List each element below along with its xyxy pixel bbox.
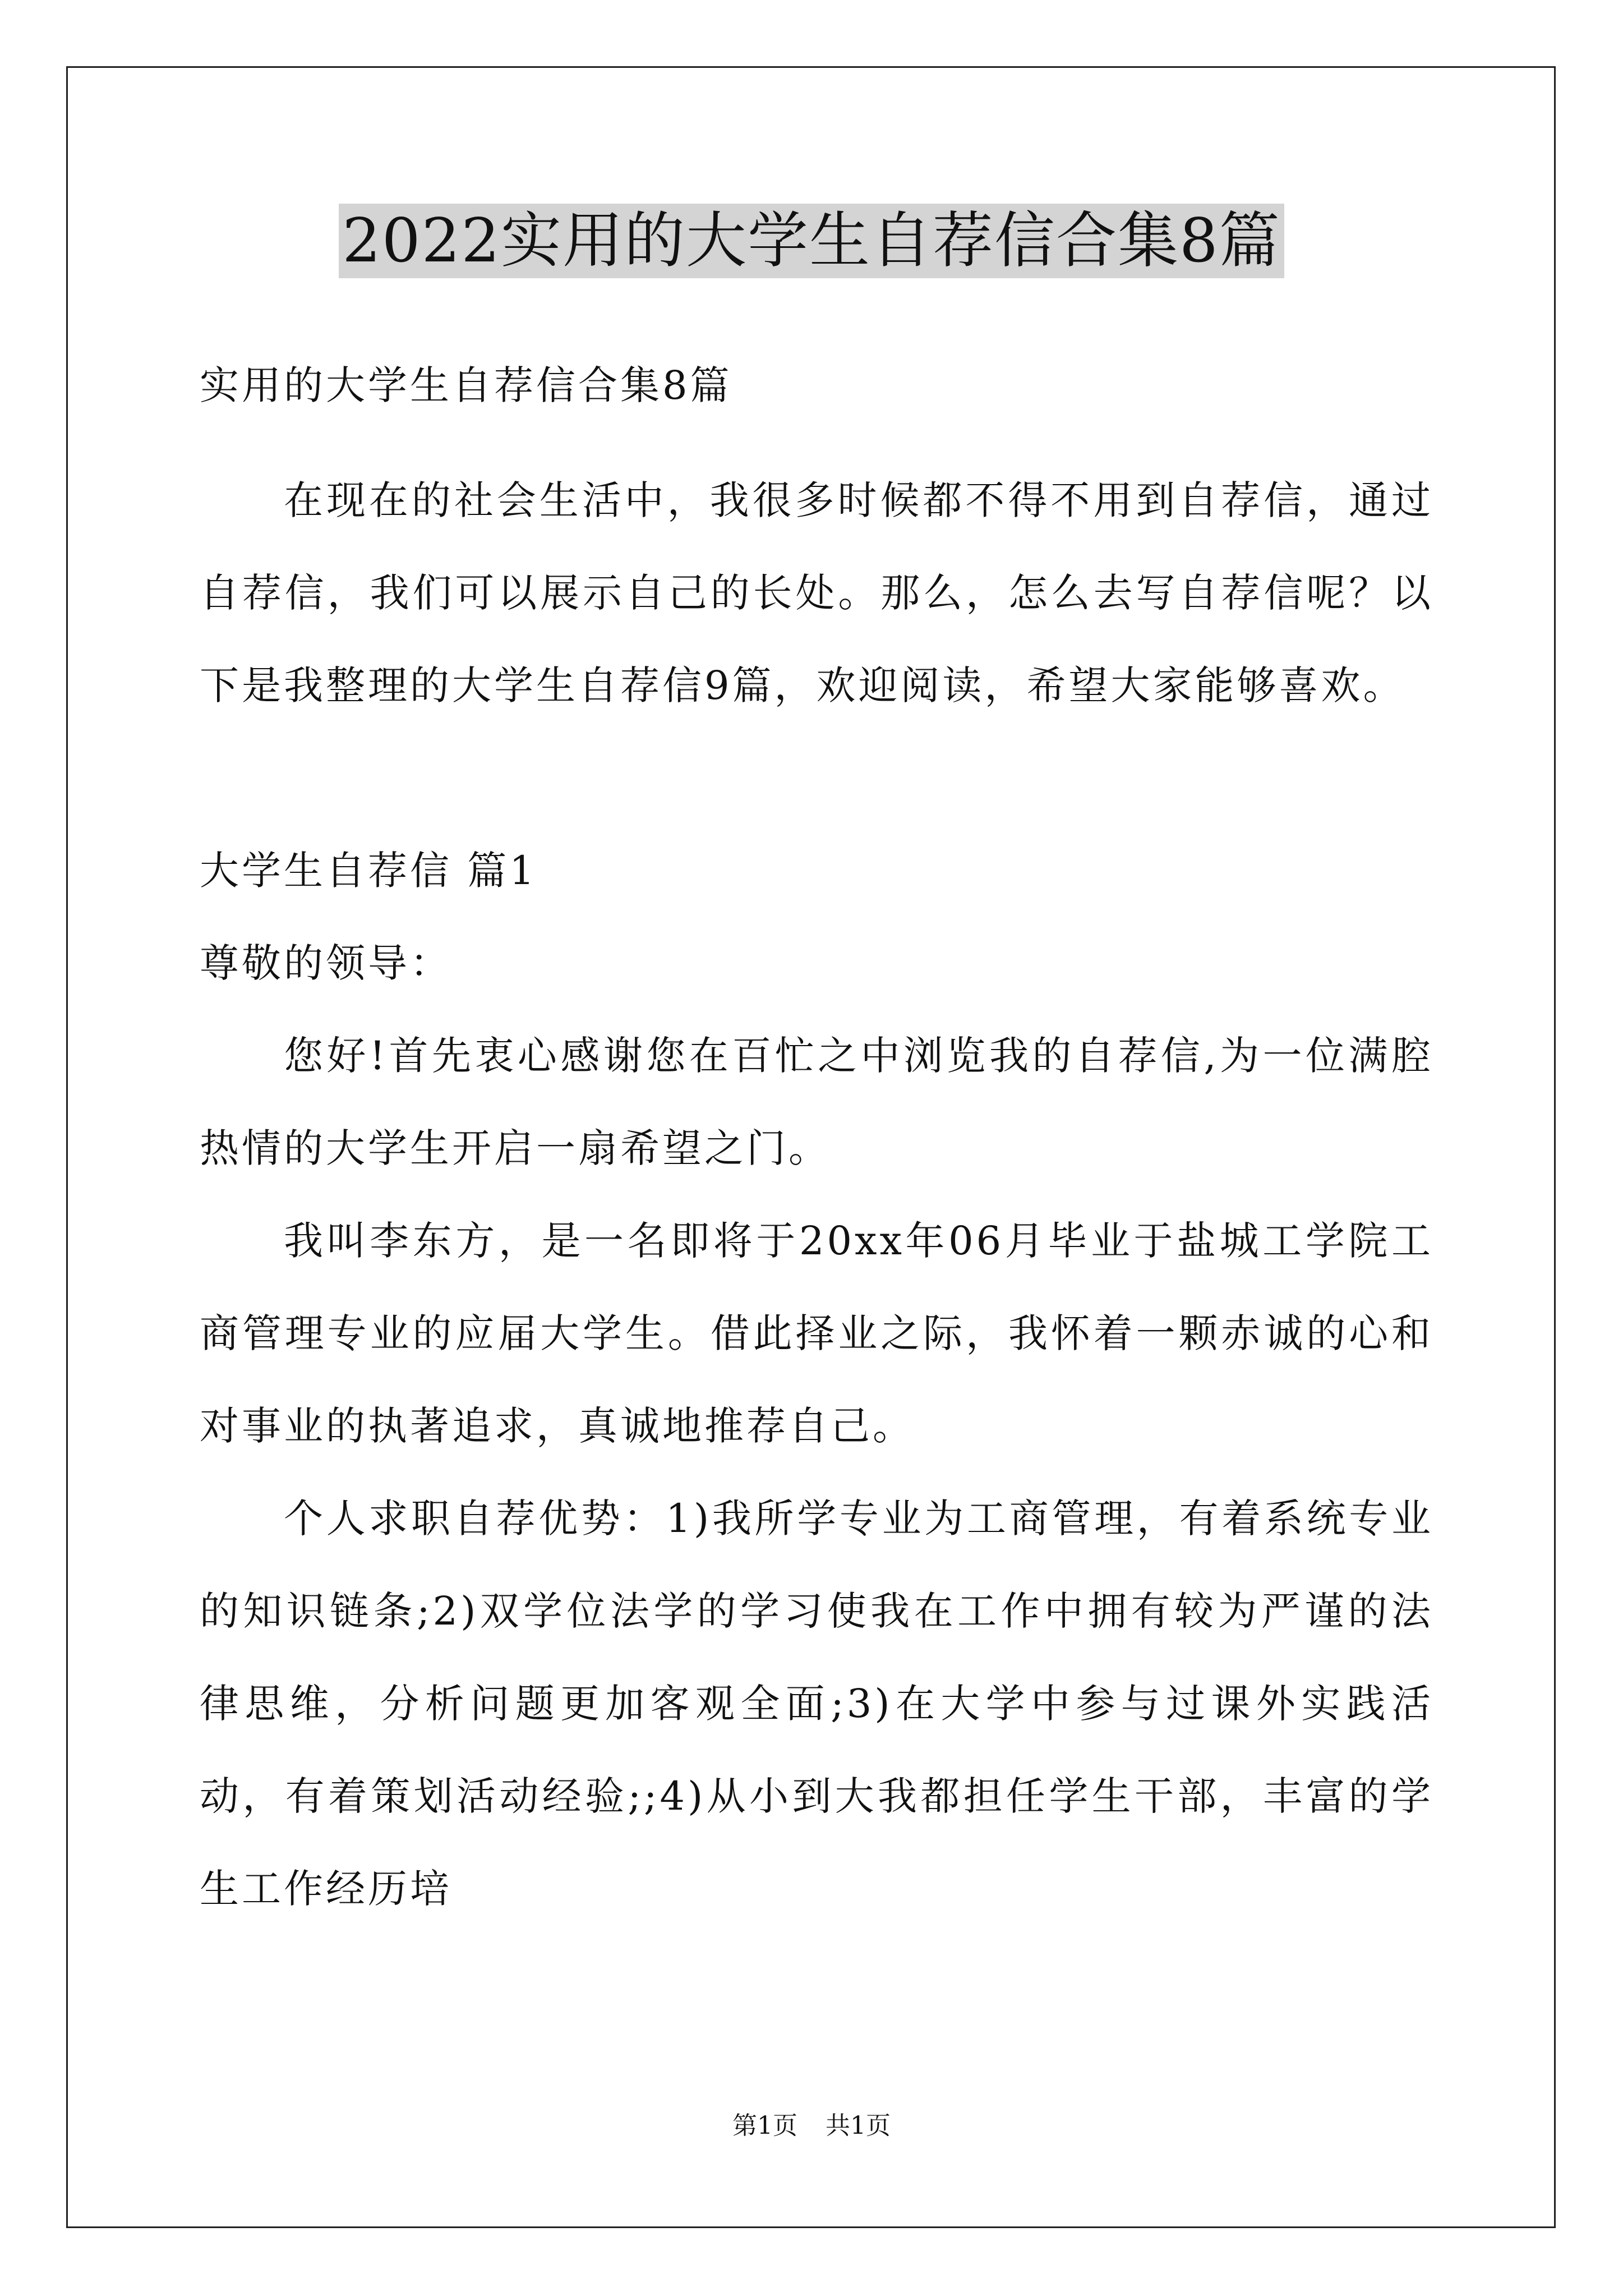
body-paragraph-1: 您好!首先衷心感谢您在百忙之中浏览我的自荐信,为一位满腔热情的大学生开启一扇希望之门。 xyxy=(200,1033,1433,1171)
document-title-text: 2022实用的大学生自荐信合集8篇 xyxy=(339,204,1284,278)
document-title xyxy=(0,202,1623,280)
body-paragraph-3: 个人求职自荐优势：1)我所学专业为工商管理，有着系统专业的知识链条;2)双学位法学的学习使我在工作中拥有较为严谨的法律思维，分析问题更加客观全面;3)在大学中参与过课外实践活动，有着策划活动经验;;4)从小到大我都担任学生干部，丰富的学生工作经历培 xyxy=(200,1496,1433,1912)
intro-paragraph: 在现在的社会生活中，我很多时候都不得不用到自荐信，通过自荐信，我们可以展示自己的长处。那么，怎么去写自荐信呢？以下是我整理的大学生自荐信9篇，欢迎阅读，希望大家能够喜欢。 xyxy=(200,477,1433,708)
section-heading: 大学生自荐信 篇1 xyxy=(200,848,537,894)
body-paragraph-2: 我叫李东方，是一名即将于20xx年06月毕业于盐城工学院工商管理专业的应届大学生。借此择业之际，我怀着一颗赤诚的心和对事业的执著追求，真诚地推荐自己。 xyxy=(200,1218,1433,1449)
salutation: 尊敬的领导： xyxy=(200,940,452,986)
document-subtitle: 实用的大学生自荐信合集8篇 xyxy=(200,362,732,408)
page-footer xyxy=(0,2109,1623,2143)
page-number-current: 第1页 xyxy=(732,2111,797,2140)
page-number-total: 共1页 xyxy=(826,2111,891,2140)
document-body xyxy=(200,339,1433,1935)
